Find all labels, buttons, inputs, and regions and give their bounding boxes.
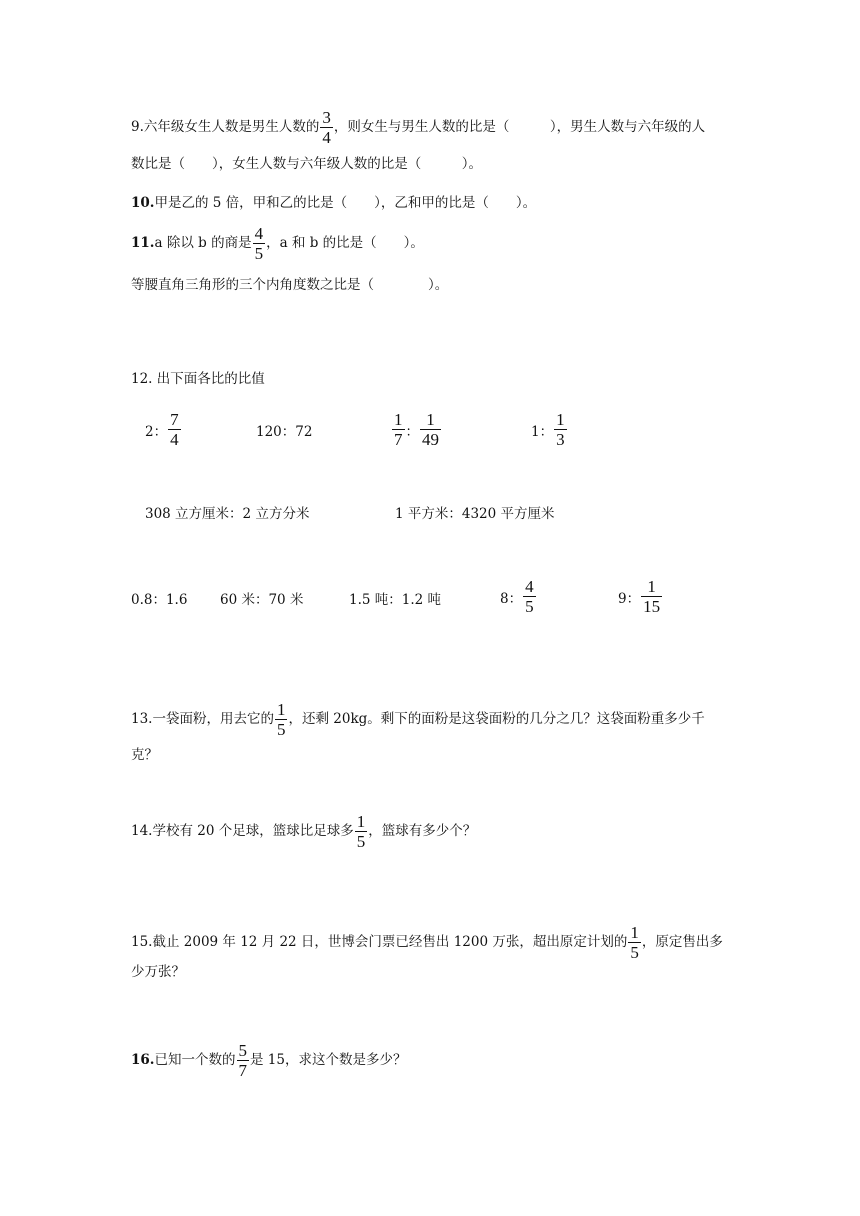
ratio-item: 60 米：70 米 bbox=[220, 592, 304, 608]
question-14: 14.学校有 20 个足球，篮球比足球多 $\frac{1}{5}$ ，篮球有多少个？ bbox=[131, 812, 477, 851]
question-15-line-1: 15.截止 2009 年 12 月 22 日，世博会门票已经售出 1200 万张，超出原定计划的 $\frac{1}{5}$ ，原定售出多 bbox=[131, 923, 723, 962]
ratio-item: $\frac{1}{7}$ ： $\frac{1}{49}$ bbox=[394, 410, 439, 449]
ratio-item: 0.8：1.6 bbox=[131, 592, 188, 608]
fraction: $\frac{5}{7}$ bbox=[238, 1041, 247, 1080]
ratio-item: 308 立方厘米：2 立方分米 bbox=[145, 506, 310, 522]
ratio-item: 9： $\frac{1}{15}$ bbox=[618, 577, 661, 616]
question-9-line-1: 9.六年级女生人数是男生人数的 $\frac{3}{4}$ ，则女生与男生人数的比是（ ），男生人数与六年级的人 bbox=[131, 108, 706, 147]
question-13-line-1: 13.一袋面粉，用去它的 $\frac{1}{5}$ ，还剩 20kg。剩下的面粉是这袋面粉的几分之几？这袋面粉重多少千 bbox=[131, 700, 705, 739]
fraction: $\frac{3}{4}$ bbox=[322, 108, 331, 147]
question-16: 16.已知一个数的 $\frac{5}{7}$ 是 15，求这个数是多少？ bbox=[131, 1041, 407, 1080]
question-11-line-2: 等腰直角三角形的三个内角度数之比是（ ）。 bbox=[131, 277, 449, 293]
fraction: $\frac{1}{7}$ bbox=[394, 410, 403, 449]
ratio-item: 8： $\frac{4}{5}$ bbox=[500, 577, 534, 616]
ratio-item: 1.5 吨：1.2 吨 bbox=[349, 592, 442, 608]
fraction: $\frac{1}{15}$ bbox=[643, 577, 661, 616]
fraction: $\frac{7}{4}$ bbox=[170, 410, 179, 449]
question-11-line-1: 11.a 除以 b 的商是 $\frac{4}{5}$ ，a 和 b 的比是（ ）。 bbox=[131, 224, 424, 263]
question-15-line-2: 少万张？ bbox=[131, 964, 185, 980]
fraction: $\frac{4}{5}$ bbox=[525, 577, 534, 616]
question-12-title: 12. 出下面各比的比值 bbox=[131, 371, 265, 387]
fraction: $\frac{1}{5}$ bbox=[356, 812, 366, 851]
ratio-item: 1 平方米：4320 平方厘米 bbox=[395, 506, 555, 522]
fraction: $\frac{1}{5}$ bbox=[276, 700, 286, 739]
fraction: $\frac{1}{49}$ bbox=[422, 410, 439, 449]
ratio-item: 120：72 bbox=[256, 424, 313, 440]
ratio-item: 2： $\frac{7}{4}$ bbox=[145, 410, 179, 449]
question-13-line-2: 克？ bbox=[131, 747, 158, 763]
question-9-line-2: 数比是（ ），女生人数与六年级人数的比是（ ）。 bbox=[131, 156, 482, 172]
fraction: $\frac{1}{5}$ bbox=[630, 923, 639, 962]
fraction: $\frac{1}{3}$ bbox=[556, 410, 565, 449]
question-10: 10.甲是乙的 5 倍，甲和乙的比是（ ），乙和甲的比是（ ）。 bbox=[131, 195, 537, 211]
ratio-item: 1： $\frac{1}{3}$ bbox=[531, 410, 565, 449]
fraction: $\frac{4}{5}$ bbox=[254, 224, 264, 263]
